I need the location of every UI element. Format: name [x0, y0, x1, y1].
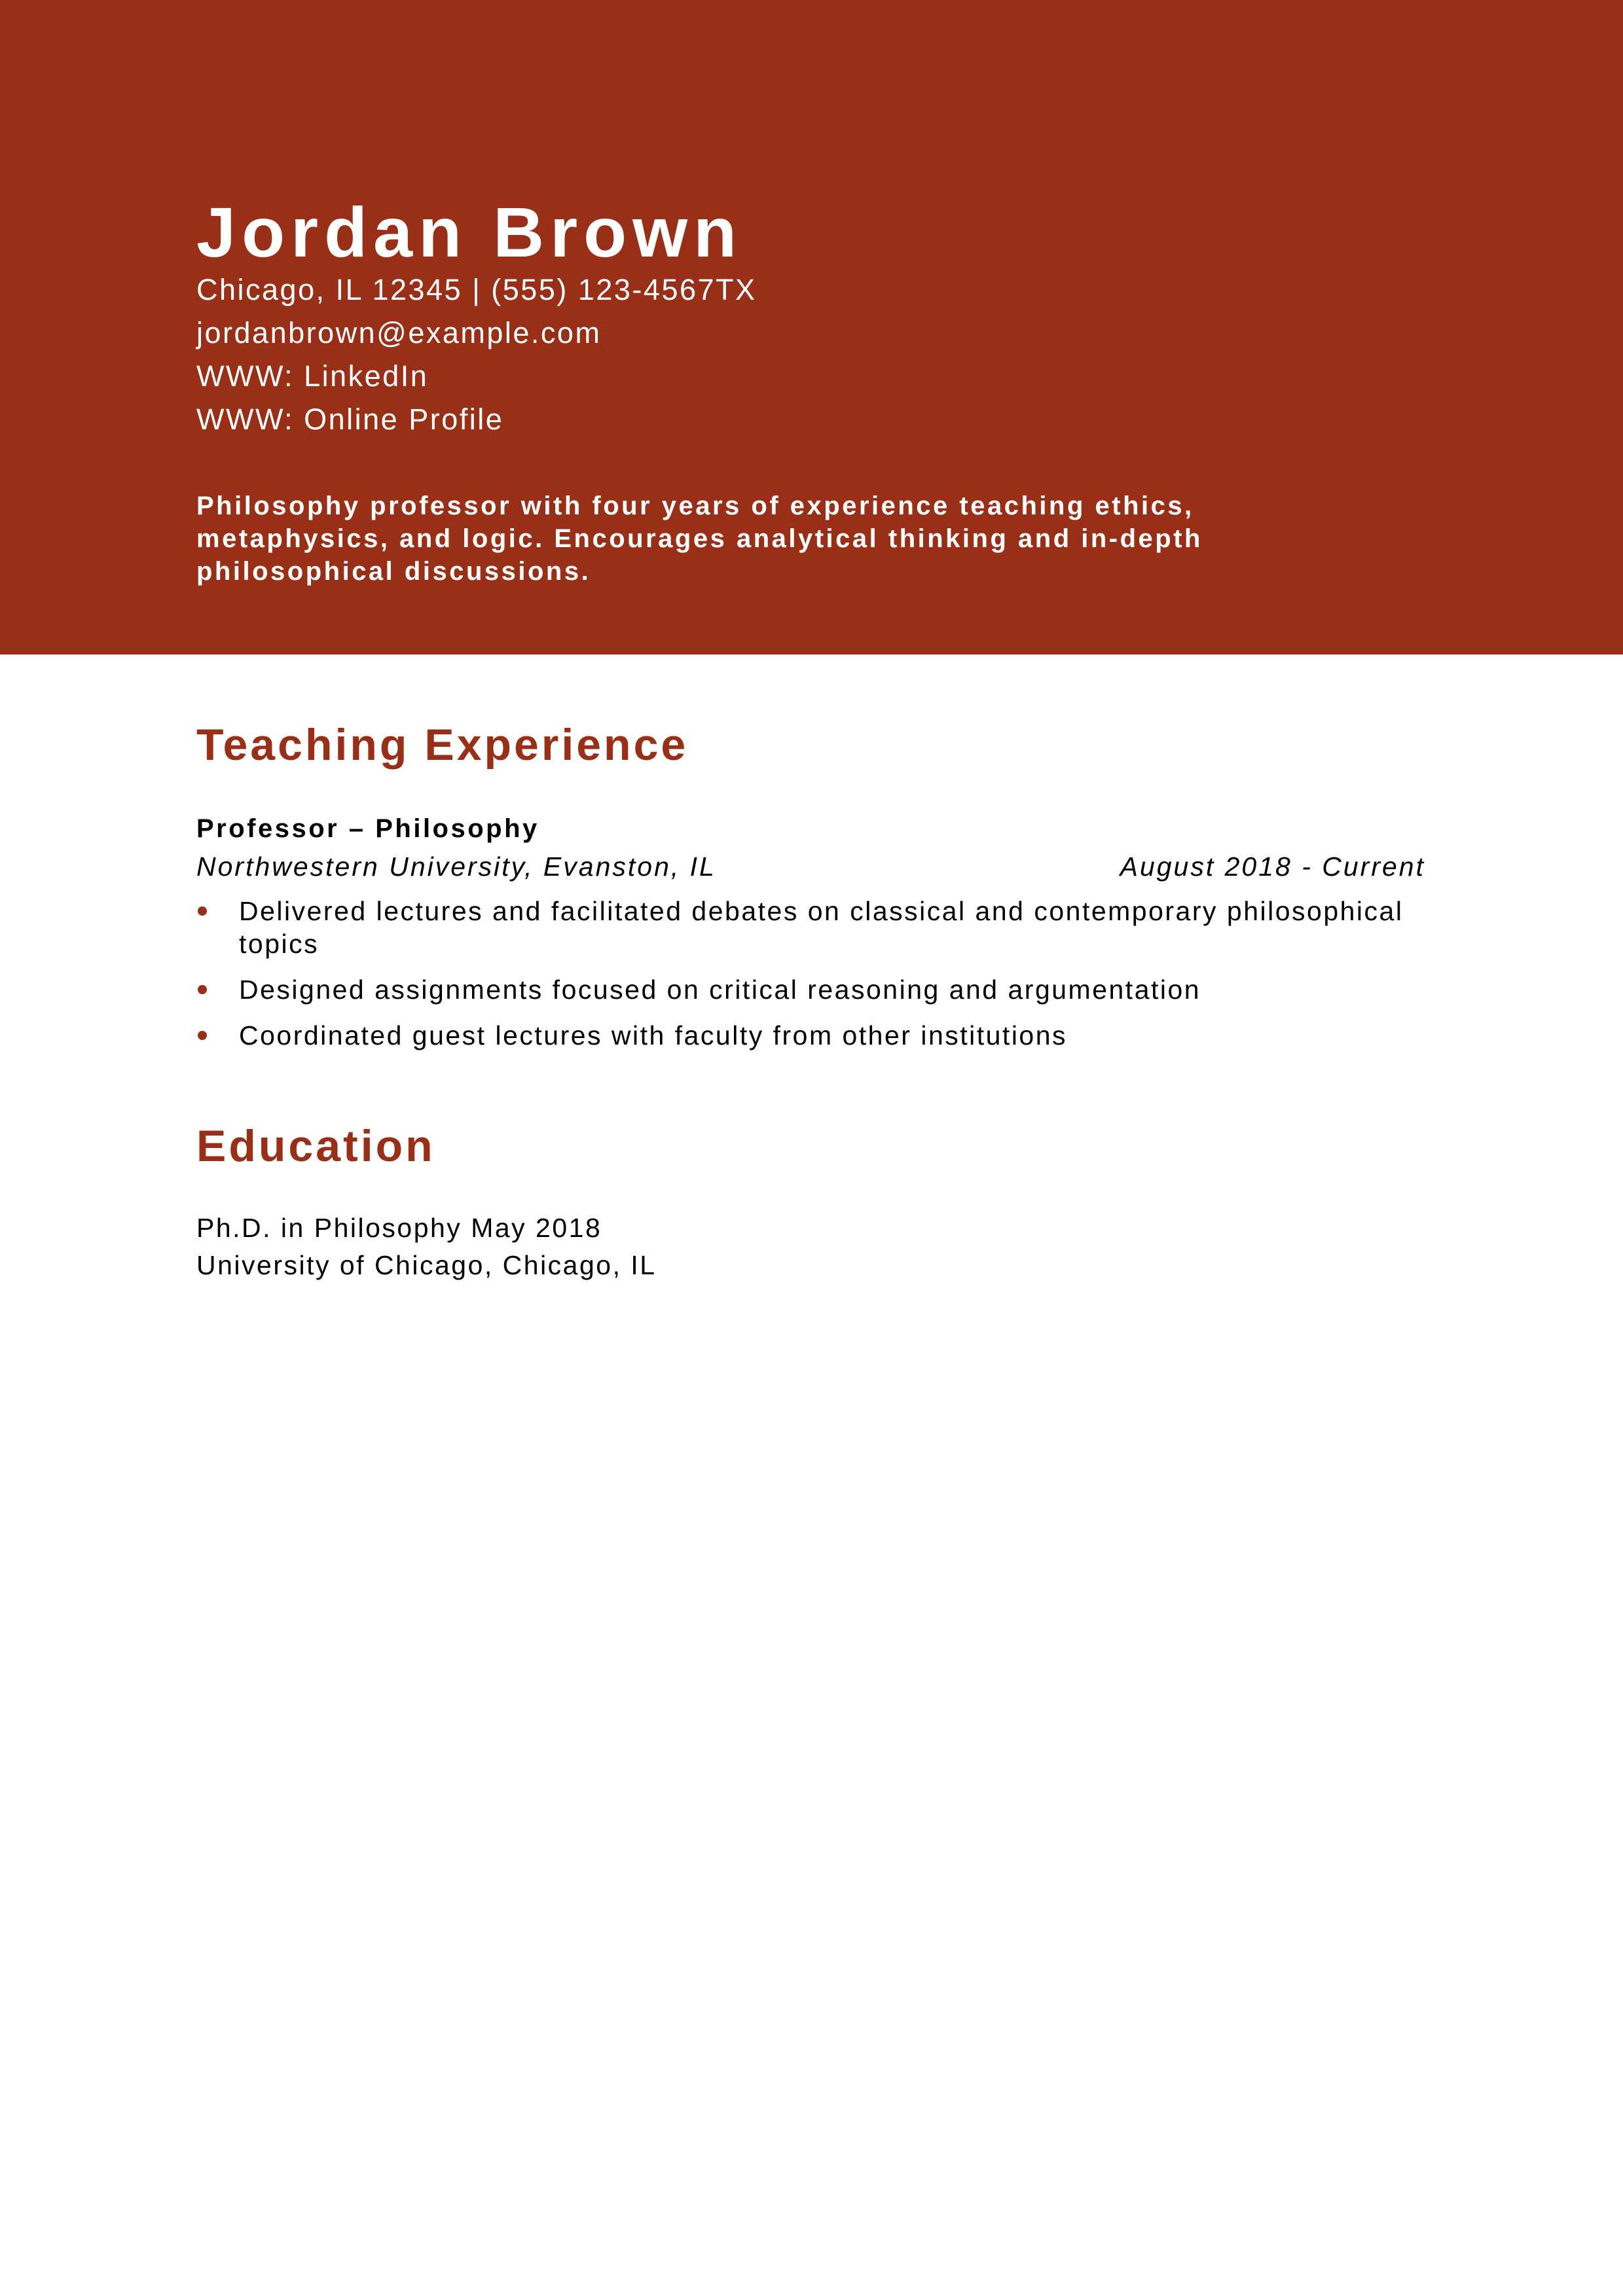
- job-bullet-text: Delivered lectures and facilitated debates on classical and contemporary philosophical topics: [239, 896, 1404, 959]
- bullet-icon: [198, 906, 207, 916]
- job-bullet-text: Designed assignments focused on critical reasoning and argumentation: [239, 975, 1201, 1005]
- bullet-icon: [198, 985, 207, 994]
- job-bullet: [196, 973, 1427, 1006]
- contact-online-profile[interactable]: WWW: Online Profile: [196, 403, 504, 436]
- job-bullet-list: [196, 895, 1427, 1065]
- bullet-icon: [198, 1031, 207, 1040]
- experience-heading: Teaching Experience: [196, 720, 689, 770]
- education-degree: Ph.D. in Philosophy May 2018: [196, 1213, 602, 1243]
- candidate-name: Jordan Brown: [196, 192, 743, 272]
- job-dates: August 2018 - Current: [1120, 852, 1425, 882]
- job-title: Professor – Philosophy: [196, 814, 539, 843]
- job-bullet: [196, 895, 1427, 960]
- contact-linkedin[interactable]: WWW: LinkedIn: [196, 359, 429, 393]
- contact-address-phone: Chicago, IL 12345 | (555) 123-4567TX: [196, 273, 757, 306]
- job-employer: Northwestern University, Evanston, IL: [196, 852, 716, 882]
- job-bullet-text: Coordinated guest lectures with faculty from other institutions: [239, 1020, 1068, 1050]
- education-school: University of Chicago, Chicago, IL: [196, 1250, 657, 1280]
- professional-summary: Philosophy professor with four years of experience teaching ethics, metaphysics, and logic. Encourages analytical thinking and in-depth philosophical discussions.: [196, 492, 1203, 586]
- contact-email[interactable]: jordanbrown@example.com: [196, 316, 602, 350]
- job-bullet: [196, 1019, 1427, 1052]
- header-band: [0, 0, 1623, 655]
- education-heading: Education: [196, 1121, 435, 1171]
